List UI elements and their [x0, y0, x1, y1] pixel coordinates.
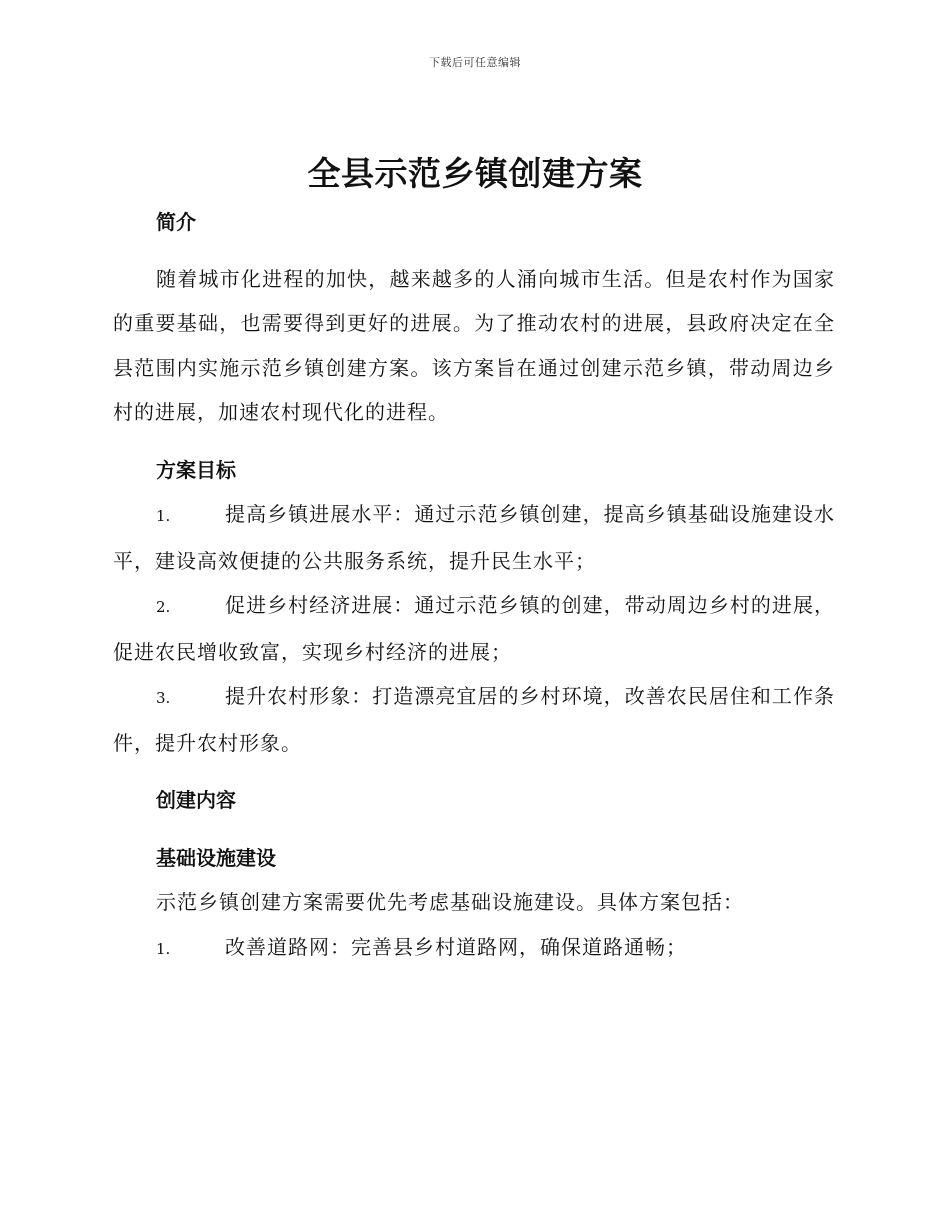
infrastructure-intro: 示范乡镇创建方案需要优先考虑基础设施建设。具体方案包括： [156, 890, 744, 914]
list-number: 3. [156, 689, 171, 707]
list-number: 2. [156, 598, 171, 616]
section-heading-content: 创建内容 [156, 788, 236, 812]
goal-list-item [113, 492, 835, 583]
list-item-text: 改善道路网：完善县乡村道路网，确保道路通畅； [225, 934, 687, 959]
intro-paragraph: 随着城市化进程的加快，越来越多的人涌向城市生活。但是农村作为国家的重要基础，也需要得到更好的进展。为了推动农村的进展，县政府决定在全县范围内实施示范乡镇创建方案。该方案旨在通过创建示范乡镇，带动周边乡村的进展，加速农村现代化的进程。 [113, 266, 835, 424]
document-title: 全县示范乡镇创建方案 [307, 154, 643, 193]
list-item-text: 促进乡村经济进展：通过示范乡镇的创建，带动周边乡村的进展，促进农民增收致富，实现乡村经济的进展； [113, 593, 835, 664]
section-heading-infrastructure: 基础设施建设 [156, 845, 276, 870]
list-item-text: 提高乡镇进展水平：通过示范乡镇创建，提高乡镇基础设施建设水平，建设高效便捷的公共服务系统，提升民生水平； [113, 502, 835, 573]
list-number: 1. [156, 507, 171, 525]
infrastructure-list-item [113, 925, 835, 972]
section-heading-goals: 方案目标 [156, 457, 236, 482]
list-number: 1. [156, 939, 171, 958]
goal-list-item [113, 674, 835, 765]
list-item-text: 提升农村形象：打造漂亮宜居的乡村环境，改善农民居住和工作条件，提升农村形象。 [113, 684, 835, 755]
page-header-note: 下载后可任意编辑 [429, 56, 521, 69]
goal-list-item [113, 583, 835, 674]
section-heading-intro: 简介 [156, 210, 196, 234]
document-body [113, 200, 835, 971]
